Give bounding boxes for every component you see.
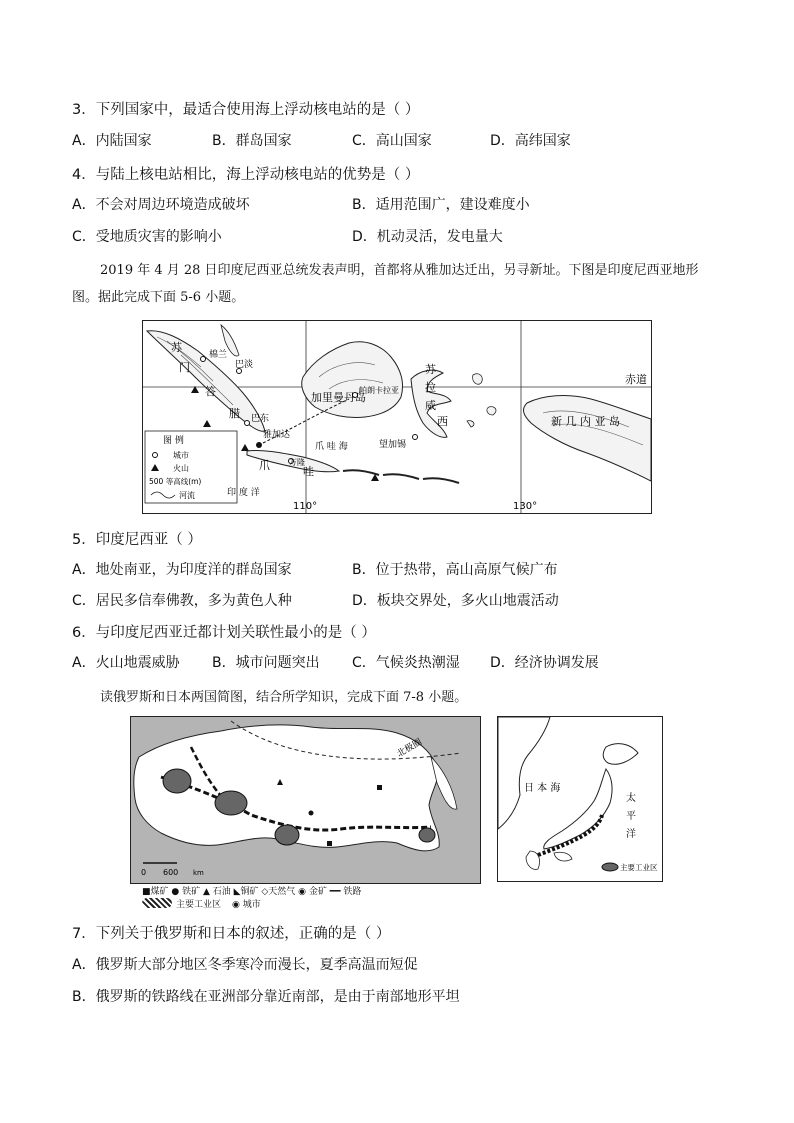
label-sumatra-3: 答 [205,385,216,398]
industry-area-2 [215,791,247,815]
japan-map-svg [498,717,662,881]
scale-600: 600 [163,868,179,877]
asian-coastline [498,717,550,829]
label-sulawesi-3: 威 [425,399,436,412]
label-sulawesi-4: 西 [437,415,448,428]
label-lon-110: 110° [293,501,318,512]
q4-option-d: D．机动灵活，发电量大 [352,229,503,245]
q3-option-c: C．高山国家 [352,133,432,149]
q6-option-c: C．气候炎热潮湿 [352,655,460,671]
intro-5-6-line1: 2019 年 4 月 28 日印度尼西亚总统发表声明，首都将从雅加达迁出，另寻新址。下图是印度尼西亚地形 [100,263,699,278]
industry-area-4 [419,828,435,842]
label-medan: 棉兰 [209,350,228,360]
question-5-stem: 5．印度尼西亚（ ） [72,532,202,548]
q6-option-d: D．经济协调发展 [490,655,599,671]
scale-zero: 0 [141,868,147,877]
maluku-islands [467,374,496,427]
legend-contour: 500 等高线(m) [149,477,202,486]
legend-volcano: 火山 [173,464,189,473]
label-sumatra-4: 腊 [229,407,240,420]
label-arctic-circle: 北极圈 [395,737,424,760]
q4-option-a: A．不会对周边环境造成破坏 [72,197,250,213]
hokkaido-island [603,744,638,765]
q5-option-a: A．地处南亚，为印度洋的群岛国家 [72,562,292,578]
indonesia-map-svg [143,321,651,513]
label-java-sea: 爪 哇 海 [315,442,348,452]
q5-option-c: C．居民多信奉佛教，多为黄色人种 [72,593,292,609]
question-6-stem: 6．与印度尼西亚迁都计划关联性最小的是（ ） [72,625,376,641]
kalimantan-island [302,342,403,418]
scale-km: km [193,869,204,877]
label-sulawesi-2: 拉 [425,381,436,394]
sumatra-island [147,331,265,432]
q6-option-b: B．城市问题突出 [212,655,320,671]
city-padang [245,421,250,426]
russia-legend-industry-swatch [142,898,172,908]
label-jakarta: 雅加达 [263,430,291,440]
q4-option-b: B．适用范围广，建设难度小 [352,197,530,213]
label-bandung: 万隆 [289,458,305,467]
legend-title: 图 例 [163,436,184,446]
new-guinea-island [524,396,651,481]
label-japan-legend: 主要工业区 [620,863,658,872]
q3-option-a: A．内陆国家 [72,133,152,149]
industry-area-1 [163,769,191,793]
label-batam: 巴淡 [235,360,254,370]
iron-marker [309,811,314,816]
label-sumatra-1: 苏 [171,341,182,354]
russia-map-svg [131,717,480,883]
q3-option-b: B．群岛国家 [212,133,292,149]
label-indian-ocean: 印 度 洋 [227,488,260,498]
label-lon-130: 130° [513,501,538,512]
shikoku-island [554,852,572,861]
legend-city: 城市 [173,451,189,460]
japan-map [497,716,663,882]
label-java-1: 爪 [259,459,270,472]
legend-city-icon [153,453,158,458]
label-new-guinea: 新 几 内 亚 岛 [551,415,620,428]
legend-river: 河流 [179,491,195,500]
label-equator: 赤道 [625,373,647,386]
q6-option-a: A．火山地震威胁 [72,655,180,671]
label-sea-of-japan: 日 本 海 [524,783,561,794]
q5-option-b: B．位于热带，高山高原气候广布 [352,562,558,578]
label-makassar: 望加锡 [379,440,407,450]
coal-marker [377,785,382,790]
russia-legend-line1: ■煤矿 ● 铁矿 ▲ 石油 ◣铜矿 ◇天然气 ◉ 金矿 ━━ 铁路 [142,887,362,897]
kyushu-island [526,851,540,869]
intro-7-8: 读俄罗斯和日本两国简图，结合所学知识，完成下面 7-8 小题。 [100,690,468,705]
label-pacific-2: 平 [626,811,636,822]
label-padang: 巴东 [251,414,270,424]
label-palangkaraya: 帕朗卡拉亚 [359,386,399,395]
q3-option-d: D．高纬国家 [490,133,571,149]
russia-map [130,716,481,884]
coal-marker-2 [327,841,332,846]
industry-area-3 [275,825,299,845]
honshu-island [544,769,612,849]
city-makassar [413,435,418,440]
q5-option-d: D．板块交界处，多火山地震活动 [352,593,559,609]
label-sulawesi-1: 苏 [425,363,436,376]
q7-option-a: A．俄罗斯大部分地区冬季寒冷而漫长，夏季高温而短促 [72,957,418,973]
q4-option-c: C．受地质灾害的影响小 [72,229,222,245]
label-pacific-3: 洋 [626,829,636,840]
intro-5-6-line2: 图。据此完成下面 5-6 小题。 [72,290,245,305]
question-3-stem: 3．下列国家中，最适合使用海上浮动核电站的是（ ） [72,102,420,118]
label-sumatra-2: 门 [179,361,190,374]
q7-option-b: B．俄罗斯的铁路线在亚洲部分靠近南部，是由于南部地形平坦 [72,989,460,1005]
lesser-sunda-islands [343,470,459,483]
city-medan [201,357,206,362]
label-pacific-1: 太 [626,793,636,804]
indonesia-topographic-map [142,320,652,514]
legend-industry-swatch [602,863,618,871]
city-jakarta [256,442,262,448]
label-java-2: 哇 [303,465,314,478]
question-4-stem: 4．与陆上核电站相比，海上浮动核电站的优势是（ ） [72,167,420,183]
russia-legend-city: ◉ 城市 [232,900,261,910]
russia-legend-industry: 主要工业区 [176,900,222,910]
question-7-stem: 7．下列关于俄罗斯和日本的叙述，正确的是（ ） [72,926,391,942]
label-kalimantan: 加里曼丹岛 [311,391,366,404]
